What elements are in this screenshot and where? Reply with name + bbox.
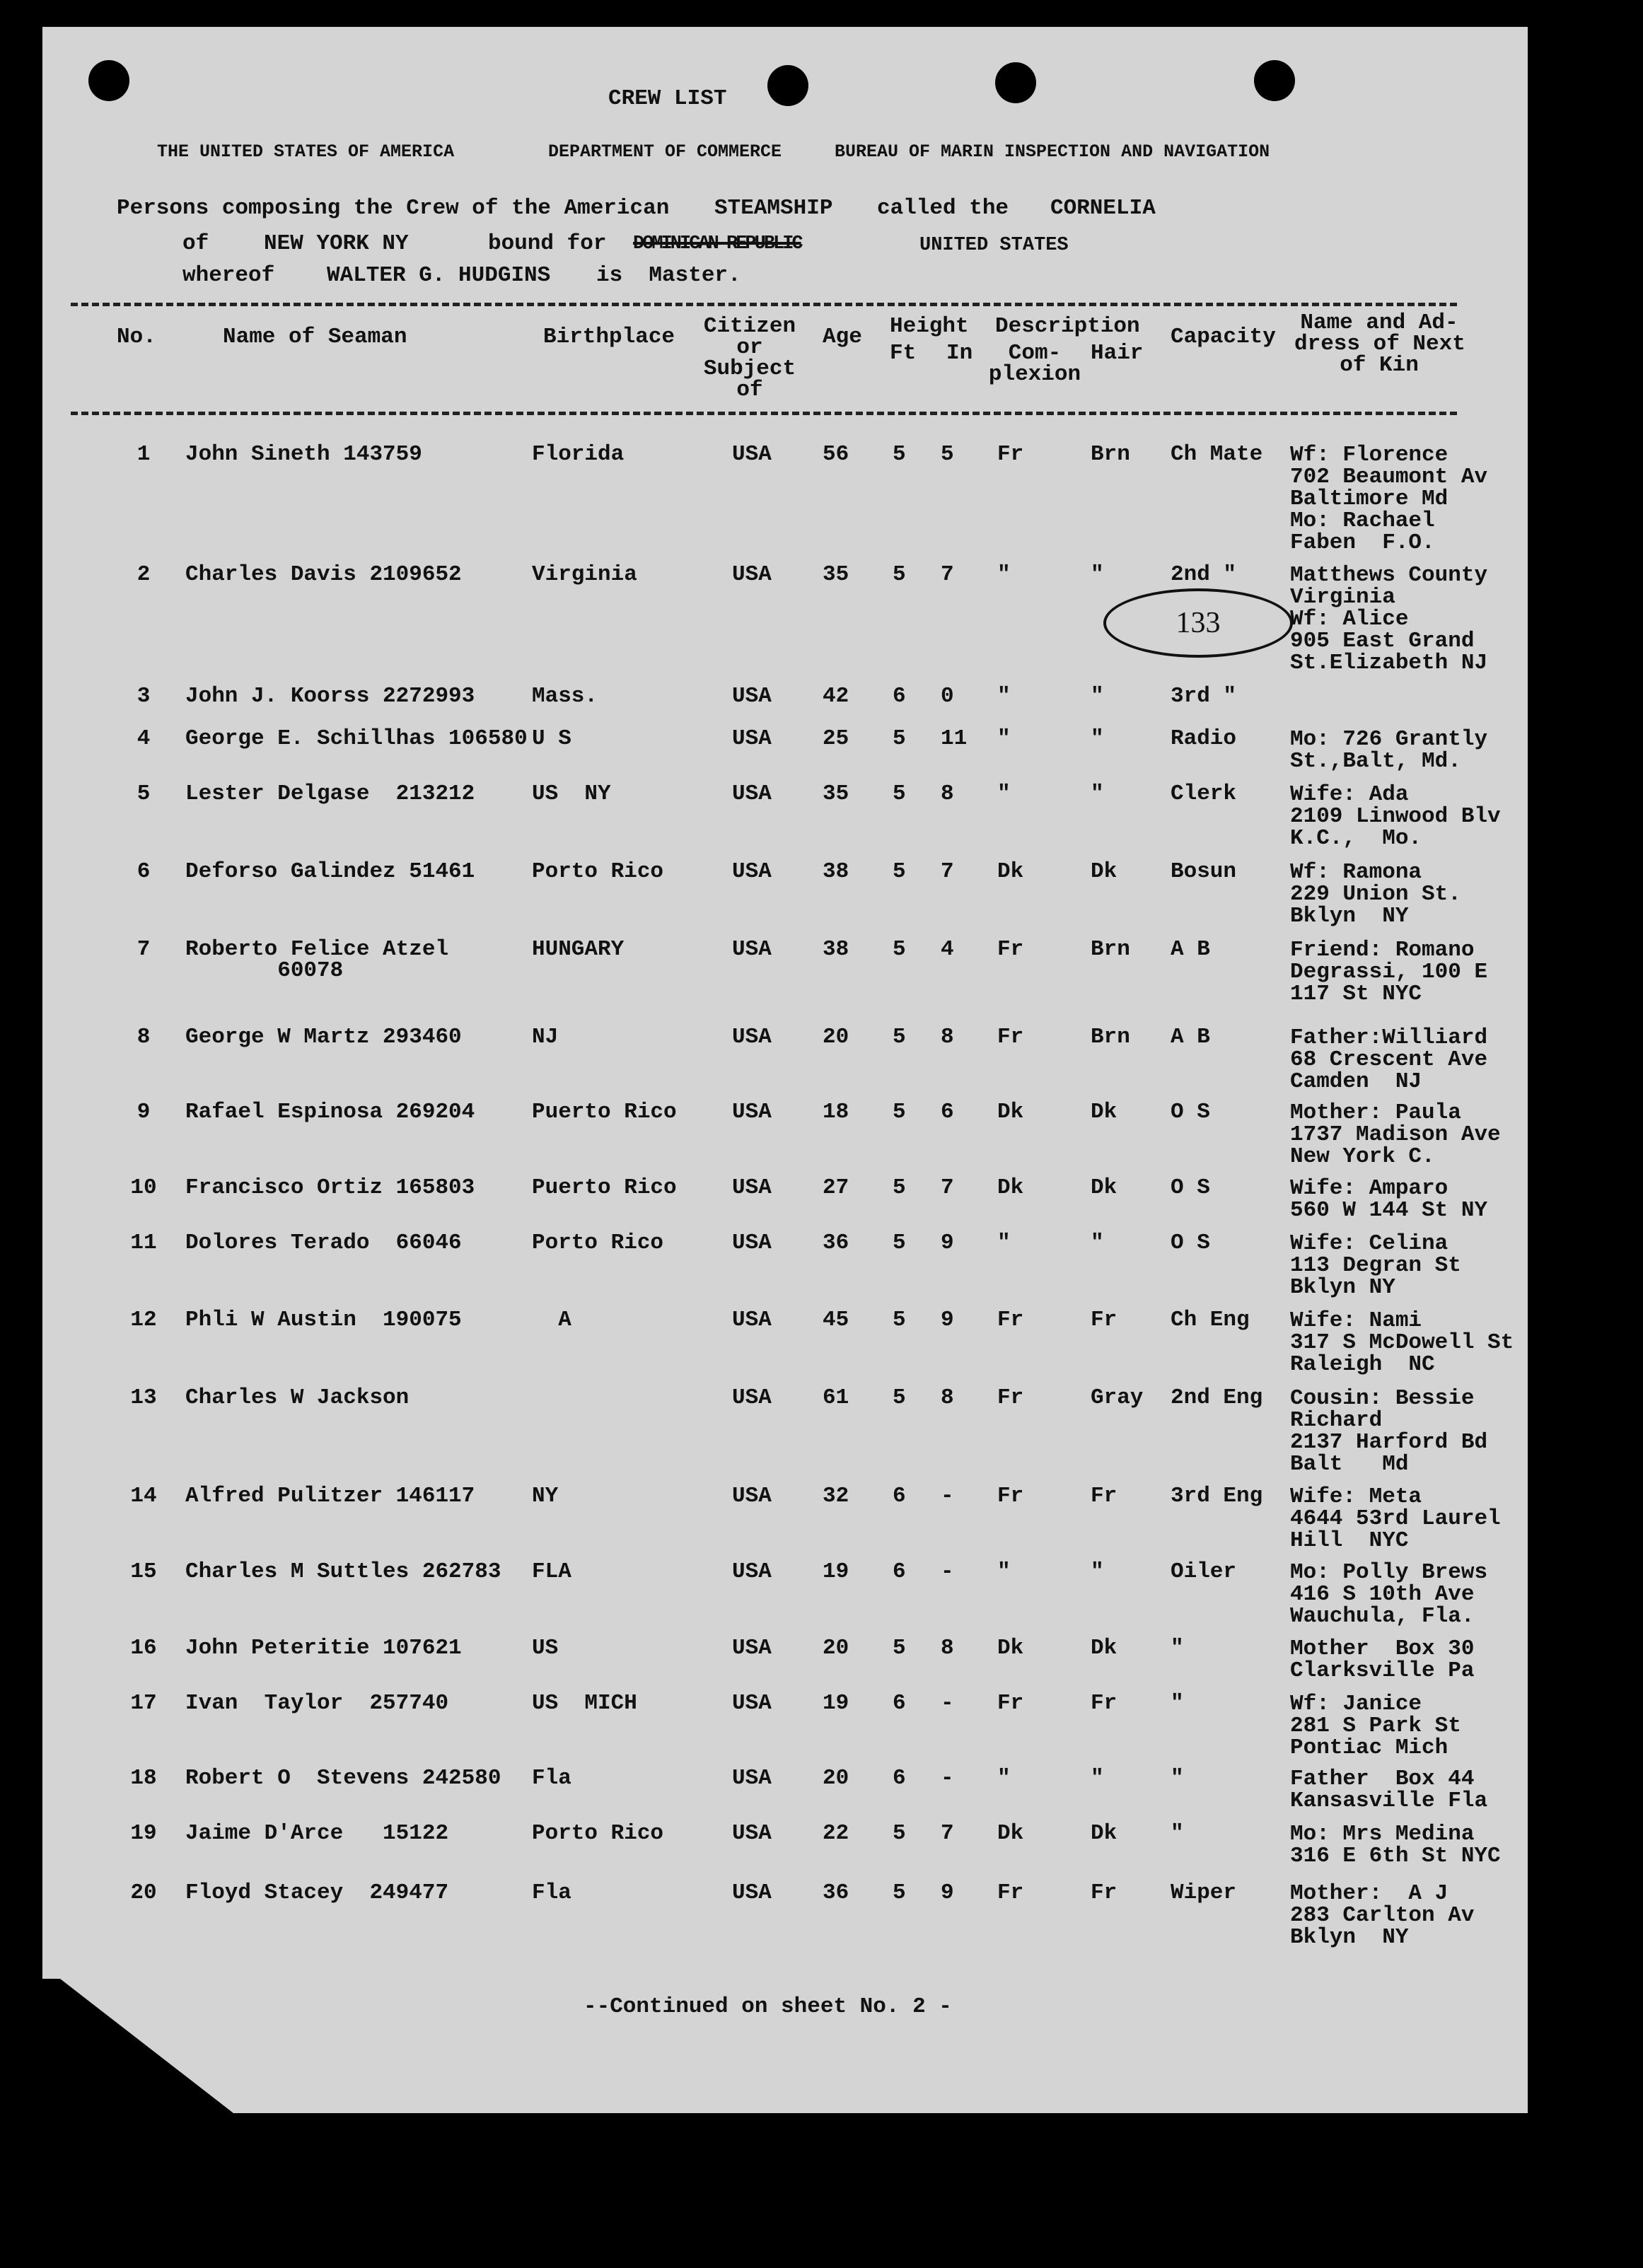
cell-birthplace: US bbox=[532, 1636, 559, 1661]
cell-name: Alfred Pulitzer 146117 bbox=[185, 1484, 475, 1508]
col-capacity: Capacity bbox=[1171, 325, 1276, 349]
vessel-type: STEAMSHIP bbox=[714, 196, 833, 221]
cell-capacity: 3rd " bbox=[1171, 684, 1237, 709]
cell-birthplace: Puerto Rico bbox=[532, 1175, 677, 1200]
cell-ft: 6 bbox=[893, 1766, 906, 1791]
cell-in: 7 bbox=[941, 859, 954, 884]
cell-citizen: USA bbox=[732, 1821, 772, 1846]
cell-kin: Mo: Mrs Medina 316 E 6th St NYC bbox=[1290, 1822, 1501, 1868]
col-description: Description bbox=[995, 314, 1140, 339]
cell-age: 27 bbox=[823, 1175, 849, 1200]
cell-kin: Wife: Amparo 560 W 144 St NY bbox=[1290, 1176, 1488, 1223]
cell-complexion: " bbox=[997, 1559, 1011, 1584]
cell-birthplace: Virginia bbox=[532, 562, 637, 587]
cell-no: 16 bbox=[130, 1636, 157, 1661]
called-label: called the bbox=[877, 196, 1009, 221]
cell-no: 2 bbox=[137, 562, 151, 587]
cell-complexion: " bbox=[997, 1766, 1011, 1791]
cell-no: 20 bbox=[130, 1880, 157, 1905]
divider bbox=[71, 412, 1457, 415]
cell-ft: 5 bbox=[893, 562, 906, 587]
punch-hole bbox=[1254, 60, 1295, 101]
destination: UNITED STATES bbox=[919, 235, 1069, 256]
cell-name: Rafael Espinosa 269204 bbox=[185, 1100, 475, 1124]
cell-in: 8 bbox=[941, 781, 954, 806]
cell-kin: Wife: Ada 2109 Linwood Blv K.C., Mo. bbox=[1290, 782, 1501, 851]
cell-complexion: Dk bbox=[997, 1821, 1024, 1846]
cell-name: Robert O Stevens 242580 bbox=[185, 1766, 501, 1791]
cell-kin: Cousin: Bessie Richard 2137 Harford Bd Balt Md bbox=[1290, 1386, 1488, 1477]
cell-kin: Mother Box 30 Clarksville Pa bbox=[1290, 1636, 1475, 1683]
cell-citizen: USA bbox=[732, 1025, 772, 1049]
cell-age: 36 bbox=[823, 1880, 849, 1905]
cell-birthplace: US MICH bbox=[532, 1691, 637, 1716]
cell-kin: Friend: Romano Degrassi, 100 E 117 St NYC bbox=[1290, 938, 1488, 1006]
cell-name: Charles Davis 2109652 bbox=[185, 562, 462, 587]
punch-hole bbox=[88, 60, 129, 101]
cell-kin: Wf: Florence 702 Beaumont Av Baltimore Md Mo: Rachael Faben F.O. bbox=[1290, 443, 1488, 555]
cell-ft: 5 bbox=[893, 1175, 906, 1200]
cell-birthplace: Fla bbox=[532, 1880, 571, 1905]
cell-no: 11 bbox=[130, 1231, 157, 1255]
cell-hair: Fr bbox=[1091, 1308, 1117, 1332]
destination-struck: DOMINICAN REPUBLIC bbox=[633, 233, 801, 255]
master-name: WALTER G. HUDGINS bbox=[327, 263, 551, 288]
cell-complexion: Dk bbox=[997, 859, 1024, 884]
cell-kin: Matthews County Virginia Wf: Alice 905 East Grand St.Elizabeth NJ bbox=[1290, 563, 1488, 675]
cell-age: 25 bbox=[823, 726, 849, 751]
cell-age: 38 bbox=[823, 937, 849, 962]
cell-age: 56 bbox=[823, 442, 849, 467]
cell-no: 19 bbox=[130, 1821, 157, 1846]
cell-ft: 6 bbox=[893, 1691, 906, 1716]
cell-birthplace: Porto Rico bbox=[532, 1231, 664, 1255]
cell-age: 38 bbox=[823, 859, 849, 884]
cell-in: 6 bbox=[941, 1100, 954, 1124]
cell-capacity: Ch Eng bbox=[1171, 1308, 1250, 1332]
cell-capacity: 2nd " bbox=[1171, 562, 1237, 587]
cell-complexion: Dk bbox=[997, 1636, 1024, 1661]
cell-age: 19 bbox=[823, 1691, 849, 1716]
cell-in: 9 bbox=[941, 1231, 954, 1255]
col-citizen: Citizen or Subject of bbox=[703, 314, 796, 402]
cell-birthplace: Fla bbox=[532, 1766, 571, 1791]
cell-complexion: Fr bbox=[997, 1308, 1024, 1332]
cell-age: 20 bbox=[823, 1636, 849, 1661]
cell-birthplace: Porto Rico bbox=[532, 859, 664, 884]
col-age: Age bbox=[823, 325, 862, 349]
col-kin: Name and Ad- dress of Next of Kin bbox=[1294, 310, 1465, 378]
cell-citizen: USA bbox=[732, 442, 772, 467]
col-ft: Ft bbox=[890, 341, 917, 366]
cell-citizen: USA bbox=[732, 1385, 772, 1410]
cell-no: 7 bbox=[137, 937, 151, 962]
cell-birthplace: US NY bbox=[532, 781, 611, 806]
cell-birthplace: HUNGARY bbox=[532, 937, 625, 962]
cell-name: Phli W Austin 190075 bbox=[185, 1308, 462, 1332]
vessel-name: CORNELIA bbox=[1050, 196, 1156, 221]
cell-in: 4 bbox=[941, 937, 954, 962]
cell-citizen: USA bbox=[732, 1175, 772, 1200]
cell-capacity: " bbox=[1171, 1691, 1184, 1716]
cell-capacity: A B bbox=[1171, 1025, 1210, 1049]
cell-ft: 5 bbox=[893, 1025, 906, 1049]
cell-age: 35 bbox=[823, 562, 849, 587]
cell-capacity: O S bbox=[1171, 1231, 1210, 1255]
punch-hole bbox=[767, 65, 808, 106]
cell-complexion: Fr bbox=[997, 1025, 1024, 1049]
cell-ft: 5 bbox=[893, 1821, 906, 1846]
cell-age: 18 bbox=[823, 1100, 849, 1124]
cell-birthplace: FLA bbox=[532, 1559, 571, 1584]
cell-no: 10 bbox=[130, 1175, 157, 1200]
cell-in: - bbox=[941, 1766, 954, 1791]
cell-name: Charles M Suttles 262783 bbox=[185, 1559, 501, 1584]
cell-capacity: Ch Mate bbox=[1171, 442, 1263, 467]
cell-in: 9 bbox=[941, 1308, 954, 1332]
cell-name: Ivan Taylor 257740 bbox=[185, 1691, 449, 1716]
cell-no: 17 bbox=[130, 1691, 157, 1716]
cell-kin: Mother: A J 283 Carlton Av Bklyn NY bbox=[1290, 1881, 1475, 1950]
cell-age: 20 bbox=[823, 1025, 849, 1049]
cell-ft: 5 bbox=[893, 1100, 906, 1124]
cell-no: 13 bbox=[130, 1385, 157, 1410]
cell-complexion: Dk bbox=[997, 1175, 1024, 1200]
cell-hair: Dk bbox=[1091, 1175, 1117, 1200]
cell-complexion: Fr bbox=[997, 1880, 1024, 1905]
cell-ft: 5 bbox=[893, 1385, 906, 1410]
continued-note: --Continued on sheet No. 2 - bbox=[584, 1994, 952, 2019]
cell-no: 14 bbox=[130, 1484, 157, 1508]
cell-citizen: USA bbox=[732, 726, 772, 751]
cell-in: 8 bbox=[941, 1025, 954, 1049]
cell-age: 22 bbox=[823, 1821, 849, 1846]
cell-in: - bbox=[941, 1559, 954, 1584]
of-label: of bbox=[182, 231, 209, 256]
cell-hair: " bbox=[1091, 684, 1104, 709]
cell-complexion: Fr bbox=[997, 1484, 1024, 1508]
cell-citizen: USA bbox=[732, 684, 772, 709]
cell-capacity: Clerk bbox=[1171, 781, 1237, 806]
cell-ft: 6 bbox=[893, 1484, 906, 1508]
bureau: BUREAU OF MARIN INSPECTION AND NAVIGATION bbox=[835, 141, 1270, 162]
cell-citizen: USA bbox=[732, 937, 772, 962]
cell-complexion: " bbox=[997, 781, 1011, 806]
cell-complexion: Fr bbox=[997, 937, 1024, 962]
cell-citizen: USA bbox=[732, 562, 772, 587]
cell-citizen: USA bbox=[732, 781, 772, 806]
cell-capacity: A B bbox=[1171, 937, 1210, 962]
cell-hair: Dk bbox=[1091, 859, 1117, 884]
cell-no: 4 bbox=[137, 726, 151, 751]
cell-citizen: USA bbox=[732, 1691, 772, 1716]
col-height: Height bbox=[890, 314, 969, 339]
cell-capacity: " bbox=[1171, 1766, 1184, 1791]
home-port: NEW YORK NY bbox=[264, 231, 409, 256]
cell-kin: Father Box 44 Kansasville Fla bbox=[1290, 1767, 1488, 1813]
cell-hair: " bbox=[1091, 1559, 1104, 1584]
cell-hair: " bbox=[1091, 1766, 1104, 1791]
cell-in: 5 bbox=[941, 442, 954, 467]
cell-birthplace: NY bbox=[532, 1484, 559, 1508]
cell-age: 20 bbox=[823, 1766, 849, 1791]
cell-in: 9 bbox=[941, 1880, 954, 1905]
cell-ft: 5 bbox=[893, 937, 906, 962]
cell-in: 8 bbox=[941, 1636, 954, 1661]
cell-kin: Mo: 726 Grantly St.,Balt, Md. bbox=[1290, 727, 1488, 774]
bound-label: bound for bbox=[488, 231, 607, 256]
cell-age: 19 bbox=[823, 1559, 849, 1584]
cell-capacity: Wiper bbox=[1171, 1880, 1237, 1905]
cell-citizen: USA bbox=[732, 859, 772, 884]
cell-kin: Wife: Meta 4644 53rd Laurel Hill NYC bbox=[1290, 1484, 1501, 1553]
cell-hair: " bbox=[1091, 726, 1104, 751]
cell-no: 5 bbox=[137, 781, 151, 806]
cell-name: Francisco Ortiz 165803 bbox=[185, 1175, 475, 1200]
cell-birthplace: NJ bbox=[532, 1025, 559, 1049]
cell-capacity: O S bbox=[1171, 1100, 1210, 1124]
cell-in: 7 bbox=[941, 1821, 954, 1846]
cell-in: 8 bbox=[941, 1385, 954, 1410]
cell-no: 6 bbox=[137, 859, 151, 884]
cell-ft: 5 bbox=[893, 1231, 906, 1255]
cell-complexion: Dk bbox=[997, 1100, 1024, 1124]
cell-no: 8 bbox=[137, 1025, 151, 1049]
cell-name: Deforso Galindez 51461 bbox=[185, 859, 475, 884]
cell-ft: 5 bbox=[893, 442, 906, 467]
cell-birthplace: A bbox=[532, 1308, 571, 1332]
cell-in: 0 bbox=[941, 684, 954, 709]
cell-no: 18 bbox=[130, 1766, 157, 1791]
col-complexion: Com- plexion bbox=[988, 341, 1081, 387]
cell-name: Floyd Stacey 249477 bbox=[185, 1880, 449, 1905]
intro-line: Persons composing the Crew of the American bbox=[117, 196, 670, 221]
cell-complexion: Fr bbox=[997, 1385, 1024, 1410]
cell-ft: 5 bbox=[893, 1308, 906, 1332]
cell-hair: " bbox=[1091, 1231, 1104, 1255]
cell-birthplace: Porto Rico bbox=[532, 1821, 664, 1846]
cell-name: John Peteritie 107621 bbox=[185, 1636, 462, 1661]
stamp-number: 133 bbox=[1175, 607, 1221, 639]
cell-citizen: USA bbox=[732, 1766, 772, 1791]
cell-age: 36 bbox=[823, 1231, 849, 1255]
cell-hair: Fr bbox=[1091, 1484, 1117, 1508]
cell-capacity: Oiler bbox=[1171, 1559, 1237, 1584]
cell-citizen: USA bbox=[732, 1231, 772, 1255]
cell-ft: 6 bbox=[893, 1559, 906, 1584]
cell-hair: Brn bbox=[1091, 1025, 1130, 1049]
cell-hair: Brn bbox=[1091, 442, 1130, 467]
cell-kin: Wf: Ramona 229 Union St. Bklyn NY bbox=[1290, 860, 1461, 929]
cell-age: 45 bbox=[823, 1308, 849, 1332]
cell-complexion: " bbox=[997, 562, 1011, 587]
cell-in: 7 bbox=[941, 1175, 954, 1200]
cell-hair: Dk bbox=[1091, 1100, 1117, 1124]
cell-ft: 5 bbox=[893, 859, 906, 884]
cell-capacity: 2nd Eng bbox=[1171, 1385, 1263, 1410]
cell-no: 3 bbox=[137, 684, 151, 709]
col-name: Name of Seaman bbox=[223, 325, 407, 349]
cell-citizen: USA bbox=[732, 1559, 772, 1584]
cell-complexion: Fr bbox=[997, 1691, 1024, 1716]
cell-hair: Brn bbox=[1091, 937, 1130, 962]
cell-name: John Sineth 143759 bbox=[185, 442, 422, 467]
cell-no: 9 bbox=[137, 1100, 151, 1124]
cell-birthplace: Florida bbox=[532, 442, 625, 467]
cell-citizen: USA bbox=[732, 1308, 772, 1332]
authority: THE UNITED STATES OF AMERICA bbox=[157, 141, 455, 162]
col-in: In bbox=[946, 341, 973, 366]
cell-kin: Wife: Nami 317 S McDowell St Raleigh NC bbox=[1290, 1308, 1514, 1377]
cell-hair: Fr bbox=[1091, 1880, 1117, 1905]
cell-birthplace: Puerto Rico bbox=[532, 1100, 677, 1124]
cell-name: Dolores Terado 66046 bbox=[185, 1231, 462, 1255]
cell-capacity: Radio bbox=[1171, 726, 1237, 751]
col-no: No. bbox=[117, 325, 156, 349]
cell-in: - bbox=[941, 1691, 954, 1716]
cell-hair: " bbox=[1091, 781, 1104, 806]
col-hair: Hair bbox=[1091, 341, 1144, 366]
cell-kin: Mother: Paula 1737 Madison Ave New York C. bbox=[1290, 1100, 1501, 1169]
cell-citizen: USA bbox=[732, 1880, 772, 1905]
department: DEPARTMENT OF COMMERCE bbox=[548, 141, 782, 162]
cell-birthplace: U S bbox=[532, 726, 571, 751]
cell-ft: 5 bbox=[893, 726, 906, 751]
cell-kin: Wife: Celina 113 Degran St Bklyn NY bbox=[1290, 1231, 1461, 1300]
cell-kin: Wf: Janice 281 S Park St Pontiac Mich bbox=[1290, 1692, 1461, 1760]
cell-capacity: " bbox=[1171, 1821, 1184, 1846]
form-title: CREW LIST bbox=[608, 86, 727, 111]
cell-name: George E. Schillhas 106580 bbox=[185, 726, 528, 751]
col-birthplace: Birthplace bbox=[543, 325, 675, 349]
cell-ft: 6 bbox=[893, 684, 906, 709]
divider bbox=[71, 303, 1457, 306]
cell-in: - bbox=[941, 1484, 954, 1508]
master-suffix: is Master. bbox=[596, 263, 741, 288]
cell-birthplace: Mass. bbox=[532, 684, 598, 709]
cell-citizen: USA bbox=[732, 1100, 772, 1124]
punch-hole bbox=[995, 62, 1036, 103]
cell-name: Roberto Felice Atzel 60078 bbox=[185, 937, 449, 983]
cell-hair: Dk bbox=[1091, 1821, 1117, 1846]
cell-capacity: 3rd Eng bbox=[1171, 1484, 1263, 1508]
cell-hair: Dk bbox=[1091, 1636, 1117, 1661]
cell-name: Lester Delgase 213212 bbox=[185, 781, 475, 806]
cell-complexion: " bbox=[997, 1231, 1011, 1255]
cell-no: 15 bbox=[130, 1559, 157, 1584]
whereof-label: whereof bbox=[182, 263, 275, 288]
cell-no: 12 bbox=[130, 1308, 157, 1332]
cell-hair: Gray bbox=[1091, 1385, 1144, 1410]
cell-ft: 5 bbox=[893, 1880, 906, 1905]
cell-in: 11 bbox=[941, 726, 968, 751]
cell-kin: Father:Williard 68 Crescent Ave Camden NJ bbox=[1290, 1025, 1488, 1094]
cell-in: 7 bbox=[941, 562, 954, 587]
cell-capacity: Bosun bbox=[1171, 859, 1237, 884]
cell-capacity: " bbox=[1171, 1636, 1184, 1661]
cell-complexion: Fr bbox=[997, 442, 1024, 467]
cell-age: 35 bbox=[823, 781, 849, 806]
cell-hair: Fr bbox=[1091, 1691, 1117, 1716]
cell-complexion: " bbox=[997, 684, 1011, 709]
cell-name: John J. Koorss 2272993 bbox=[185, 684, 475, 709]
cell-name: Jaime D'Arce 15122 bbox=[185, 1821, 449, 1846]
page-number-stamp bbox=[1103, 588, 1293, 658]
cell-age: 61 bbox=[823, 1385, 849, 1410]
cell-ft: 5 bbox=[893, 781, 906, 806]
cell-hair: " bbox=[1091, 562, 1104, 587]
cell-age: 42 bbox=[823, 684, 849, 709]
cell-complexion: " bbox=[997, 726, 1011, 751]
cell-citizen: USA bbox=[732, 1636, 772, 1661]
cell-ft: 5 bbox=[893, 1636, 906, 1661]
cell-age: 32 bbox=[823, 1484, 849, 1508]
cell-capacity: O S bbox=[1171, 1175, 1210, 1200]
cell-name: Charles W Jackson bbox=[185, 1385, 410, 1410]
cell-no: 1 bbox=[137, 442, 151, 467]
cell-kin: Mo: Polly Brews 416 S 10th Ave Wauchula, Fla. bbox=[1290, 1560, 1488, 1629]
cell-citizen: USA bbox=[732, 1484, 772, 1508]
cell-name: George W Martz 293460 bbox=[185, 1025, 462, 1049]
